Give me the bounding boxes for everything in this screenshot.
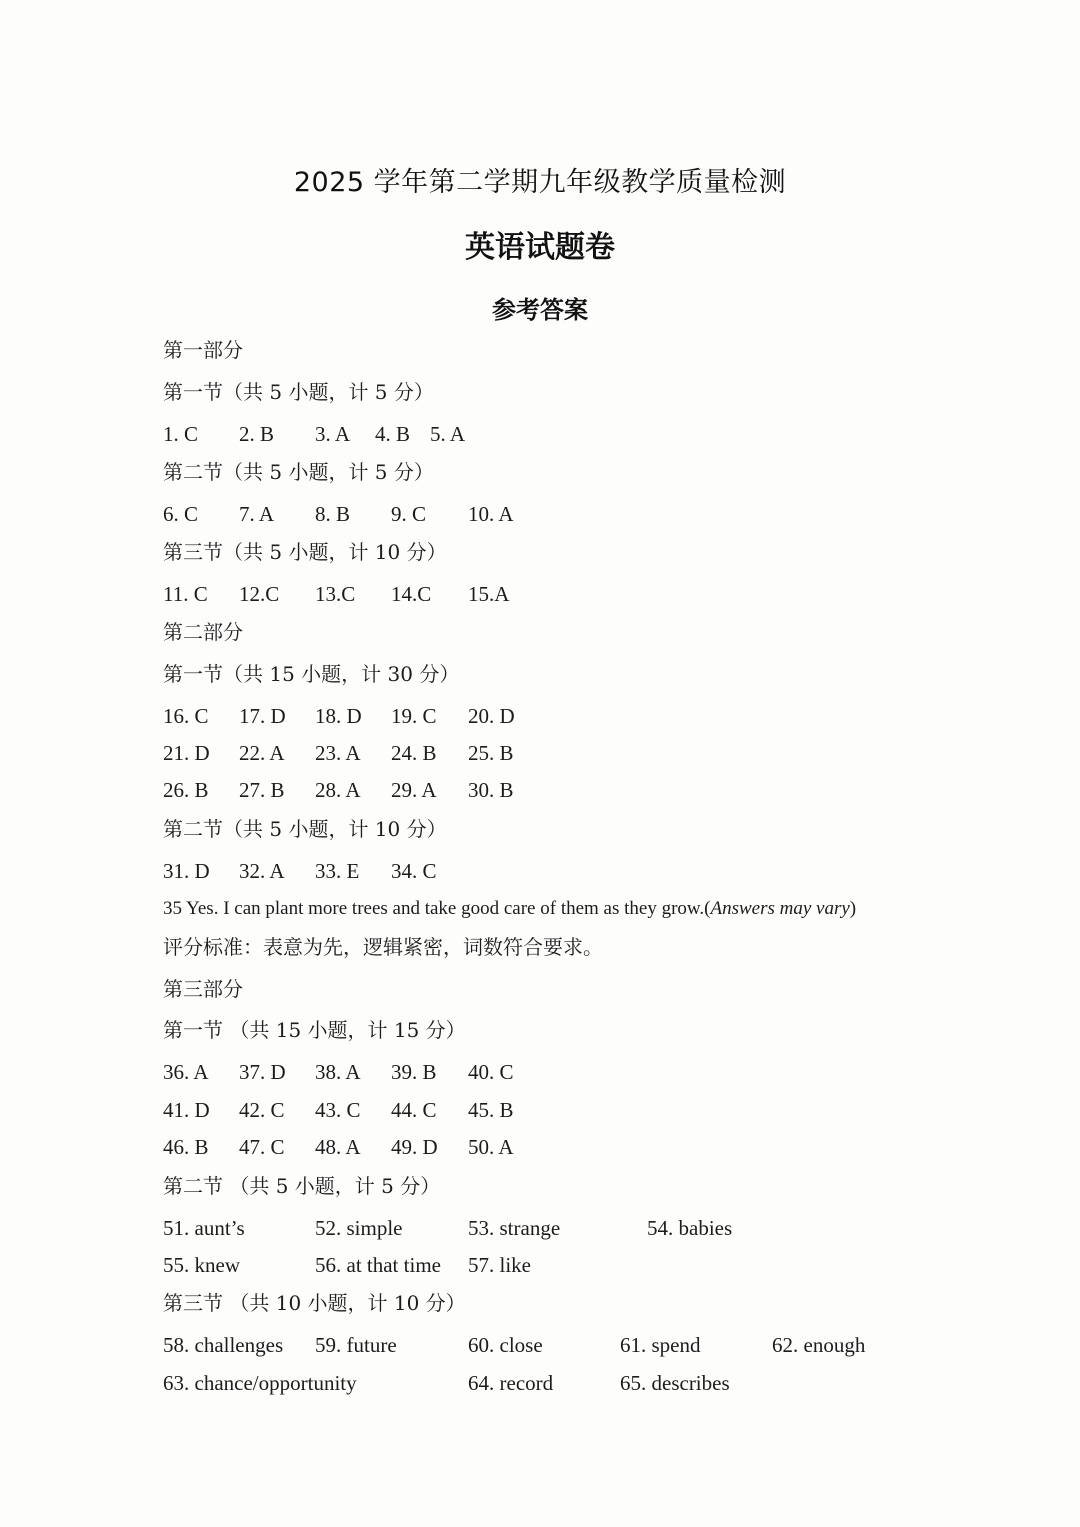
question-35-note: Answers may vary (710, 898, 850, 919)
answer-item: 19. C (391, 704, 437, 728)
answer-item: 41. D (163, 1098, 210, 1122)
part1-heading: 第一部分 (163, 338, 243, 362)
answer-item: 65. describes (620, 1371, 730, 1395)
answer-item: 47. C (239, 1135, 285, 1159)
answer-item: 61. spend (620, 1333, 701, 1357)
answer-item: 60. close (468, 1333, 543, 1357)
answer-item: 53. strange (468, 1216, 561, 1240)
part2-heading: 第二部分 (163, 620, 243, 644)
answer-key-title: 参考答案 (492, 296, 588, 324)
question-35-close: ) (849, 898, 857, 919)
question-35-text: 35 Yes. I can plant more trees and take good care of them as they grow.( (163, 898, 711, 919)
answer-item: 8. B (315, 502, 351, 526)
answer-item: 7. A (239, 502, 275, 526)
answer-item: 24. B (391, 741, 437, 765)
answer-item: 4. B (375, 422, 411, 446)
part1-section3-heading: 第三节（共 5 小题，计 10 分） (163, 540, 447, 564)
answer-item: 51. aunt’s (163, 1216, 245, 1240)
answer-item: 27. B (239, 778, 285, 802)
answer-item: 39. B (391, 1060, 437, 1084)
question-35-answer (163, 895, 856, 923)
answer-item: 21. D (163, 741, 210, 765)
answer-item: 49. D (391, 1135, 438, 1159)
answer-item: 62. enough (772, 1333, 866, 1357)
answer-item: 17. D (239, 704, 286, 728)
answer-item: 3. A (315, 422, 351, 446)
answer-item: 33. E (315, 859, 360, 883)
answer-item: 18. D (315, 704, 362, 728)
answer-item: 34. C (391, 859, 437, 883)
answer-item: 10. A (468, 502, 514, 526)
answer-item: 46. B (163, 1135, 209, 1159)
answer-item: 31. D (163, 859, 210, 883)
answer-item: 50. A (468, 1135, 514, 1159)
answer-item: 25. B (468, 741, 514, 765)
answer-item: 57. like (468, 1253, 531, 1277)
answer-item: 29. A (391, 778, 437, 802)
answer-item: 56. at that time (315, 1253, 441, 1277)
document-subtitle: 英语试题卷 (465, 230, 615, 265)
answer-item: 44. C (391, 1098, 437, 1122)
answer-item: 22. A (239, 741, 285, 765)
answer-item: 55. knew (163, 1253, 240, 1277)
answer-item: 37. D (239, 1060, 286, 1084)
answer-item: 15.A (468, 582, 510, 606)
answer-item: 5. A (430, 422, 466, 446)
answer-item: 59. future (315, 1333, 397, 1357)
answer-item: 16. C (163, 704, 209, 728)
answer-item: 20. D (468, 704, 515, 728)
answer-item: 6. C (163, 502, 199, 526)
answer-item: 13.C (315, 582, 356, 606)
answer-item: 58. challenges (163, 1333, 284, 1357)
part3-heading: 第三部分 (163, 977, 243, 1001)
answer-item: 38. A (315, 1060, 361, 1084)
answer-item: 64. record (468, 1371, 554, 1395)
answer-item: 23. A (315, 741, 361, 765)
answer-item: 36. A (163, 1060, 209, 1084)
answer-item: 63. chance/opportunity (163, 1371, 357, 1395)
answer-item: 14.C (391, 582, 432, 606)
answer-item: 2. B (239, 422, 275, 446)
answer-item: 9. C (391, 502, 427, 526)
document-title: 2025 学年第二学期九年级教学质量检测 (293, 167, 787, 198)
answer-item: 42. C (239, 1098, 285, 1122)
part3-section3-heading: 第三节 （共 10 小题，计 10 分） (163, 1291, 466, 1315)
part3-section1-heading: 第一节 （共 15 小题，计 15 分） (163, 1018, 466, 1042)
answer-item: 43. C (315, 1098, 361, 1122)
answer-item: 30. B (468, 778, 514, 802)
part2-section1-heading: 第一节（共 15 小题，计 30 分） (163, 662, 460, 686)
answer-item: 26. B (163, 778, 209, 802)
part3-section2-heading: 第二节 （共 5 小题，计 5 分） (163, 1174, 441, 1198)
answer-item: 40. C (468, 1060, 514, 1084)
part1-section2-heading: 第二节（共 5 小题，计 5 分） (163, 460, 434, 484)
scoring-criteria: 评分标准：表意为先，逻辑紧密，词数符合要求。 (163, 935, 603, 959)
answer-item: 28. A (315, 778, 361, 802)
answer-item: 45. B (468, 1098, 514, 1122)
answer-item: 12.C (239, 582, 280, 606)
answer-item: 48. A (315, 1135, 361, 1159)
answer-item: 11. C (163, 582, 208, 606)
part2-section2-heading: 第二节（共 5 小题，计 10 分） (163, 817, 447, 841)
answer-item: 54. babies (647, 1216, 733, 1240)
answer-item: 1. C (163, 422, 199, 446)
part1-section1-heading: 第一节（共 5 小题，计 5 分） (163, 380, 434, 404)
answer-item: 32. A (239, 859, 285, 883)
answer-item: 52. simple (315, 1216, 403, 1240)
